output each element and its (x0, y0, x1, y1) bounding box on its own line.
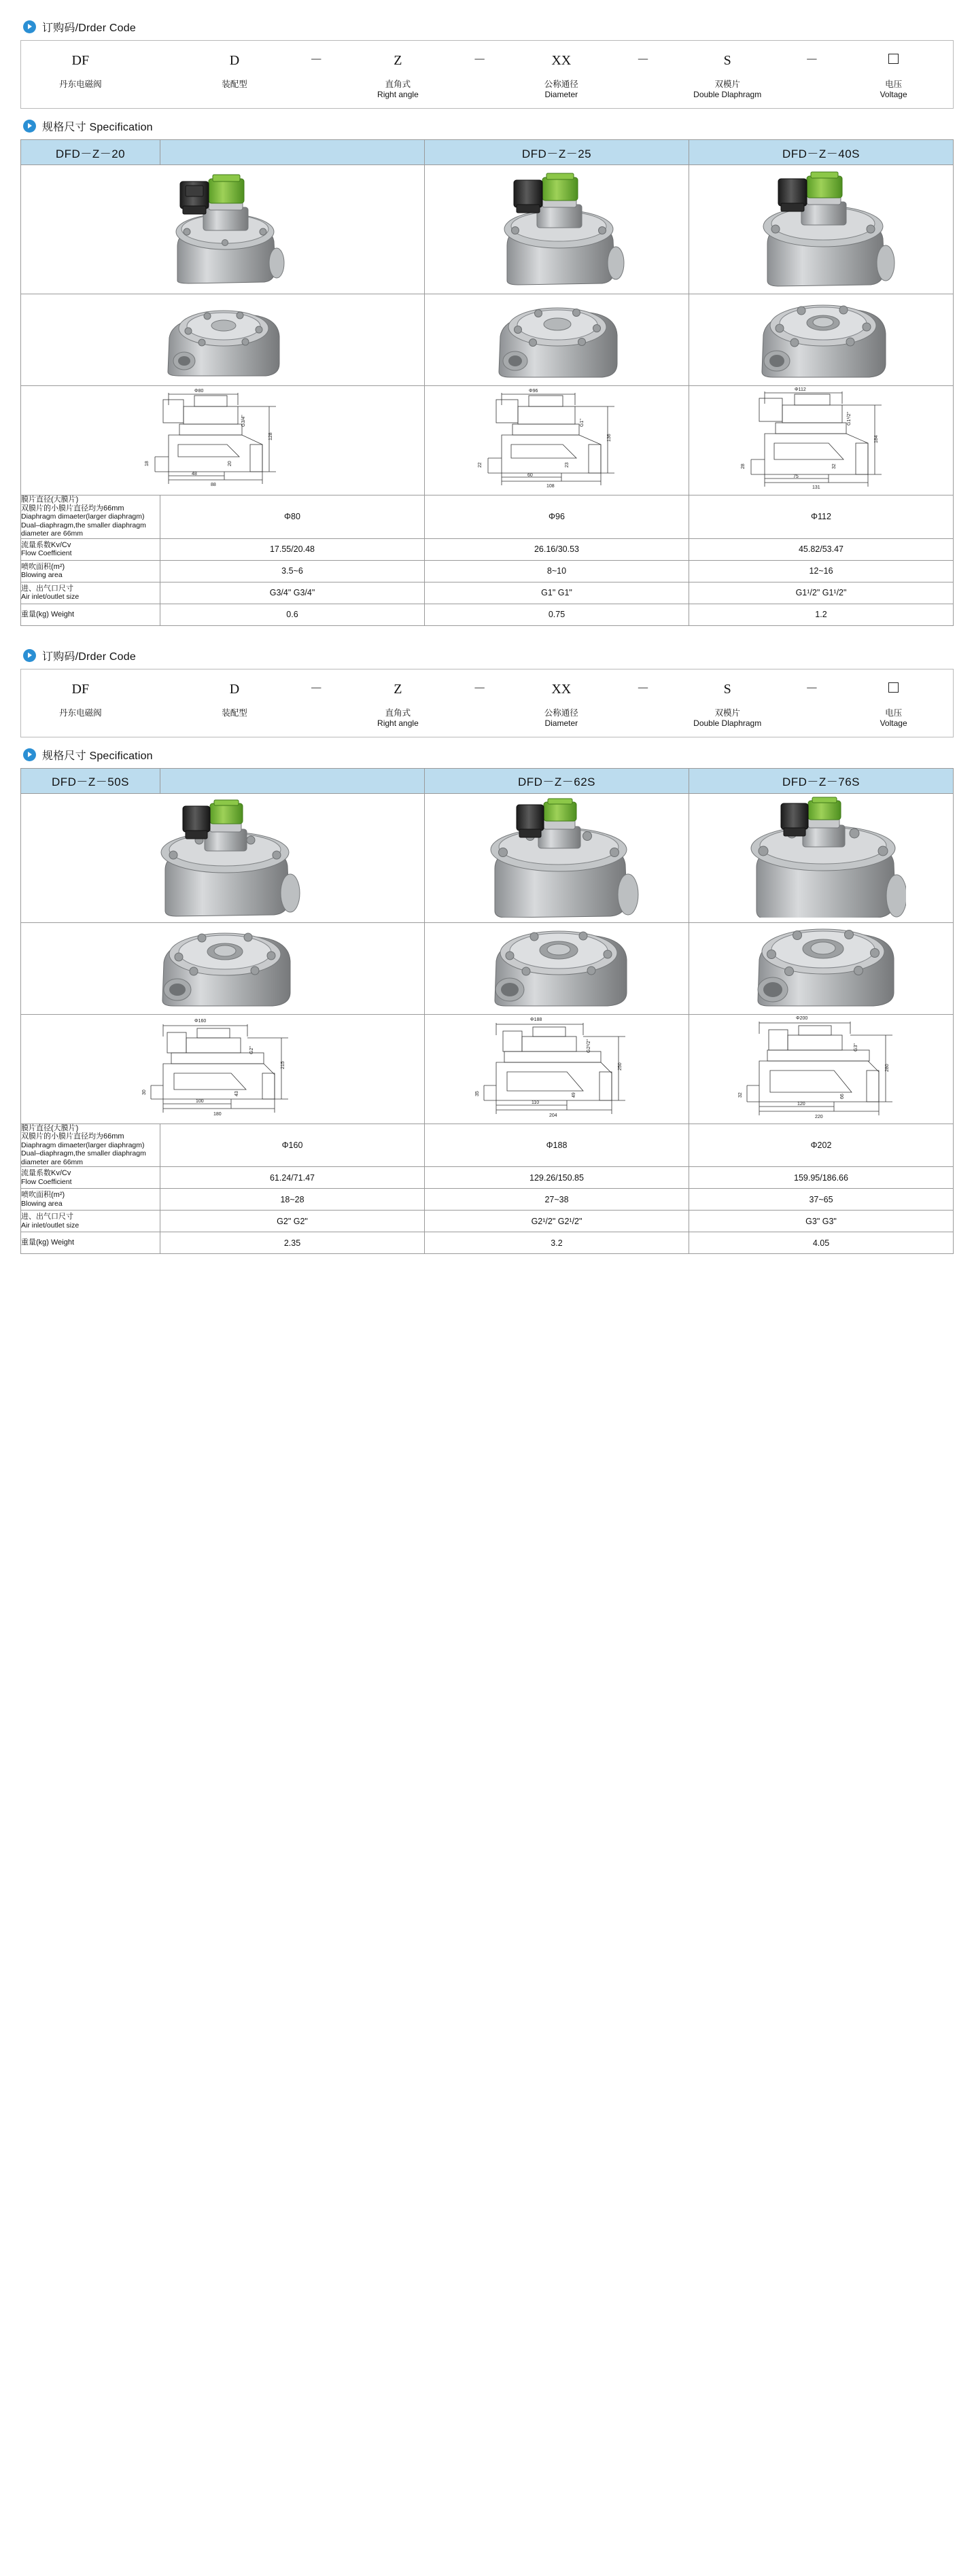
dim-mid-label: 66 (839, 1093, 845, 1099)
order-code-text: S (723, 681, 731, 697)
order-code-text: Z (394, 681, 402, 697)
row-label-flow (21, 1167, 160, 1189)
dim-thread-label: G1" (579, 419, 585, 427)
cell-value: 2.35 (160, 1232, 425, 1254)
label-line-cn-1: 重量(kg) Weight (21, 1238, 75, 1247)
dim-bottom-label-1: 88 (211, 483, 216, 487)
dim-bottom-label-0: 100 (196, 1098, 204, 1104)
dim-right-label: 136 (606, 434, 612, 442)
order-code-text: Z (394, 53, 402, 68)
table-row-weight (21, 1232, 954, 1254)
order-code-heading-1 (23, 19, 954, 35)
dim-top-label: Φ80 (194, 389, 204, 394)
order-label-en: Double Dlaphragm (693, 718, 762, 728)
cell-value: 45.82/53.47 (689, 538, 954, 560)
dim-right-label: 280 (884, 1063, 890, 1072)
valve-top-view-illustration (479, 924, 635, 1009)
cell-value: 18~28 (160, 1189, 425, 1211)
valve-photo-top-0 (21, 922, 425, 1014)
order-separator (154, 679, 160, 699)
row-label-weight (21, 1232, 160, 1254)
order-label-en: Right angle (377, 90, 419, 99)
valve-photo-top-1 (425, 922, 689, 1014)
label-line-en-1: Diaphragm dimaeter(larger diaphragm) (21, 1141, 145, 1149)
dim-left-label: 28 (740, 464, 746, 469)
dimension-drawing-2 (689, 1014, 954, 1124)
order-label-en: Voltage (880, 718, 907, 728)
order-code-box-2 (20, 669, 954, 737)
order-code-box-1 (20, 40, 954, 109)
cell-value: 27~38 (425, 1189, 689, 1211)
table-row-blowing (21, 560, 954, 582)
valve-photo-front-2 (689, 165, 954, 294)
dimension-drawing-2 (689, 386, 954, 495)
dim-mid-label: 23 (564, 462, 570, 468)
order-code-text: DF (71, 53, 90, 68)
dim-bottom-label-1: 131 (812, 485, 820, 490)
cell-value: 37~65 (689, 1189, 954, 1211)
valve-photo-front-0 (21, 165, 425, 294)
order-separator (154, 50, 160, 71)
solenoid-valve-illustration (472, 795, 642, 918)
label-line-cn-1: 进、出气口尺寸 (21, 584, 73, 593)
specification-heading-1 (23, 118, 954, 134)
order-label-cn: 双模片 (714, 80, 740, 89)
order-label-cn: 装配型 (222, 708, 247, 718)
model-header-0b (160, 140, 425, 165)
model-header-0b (160, 768, 425, 793)
row-label-weight (21, 604, 160, 625)
order-item-xx (530, 50, 593, 100)
table-header-row (21, 768, 954, 793)
dim-bottom-label-0: 48 (192, 472, 197, 476)
table-row-diaphragm (21, 495, 954, 539)
label-line-en-1: Air inlet/outlet size (21, 1221, 80, 1230)
dim-thread-label: G1¹/2" (846, 412, 852, 425)
cell-value: G2¹/2" G2¹/2" (425, 1211, 689, 1232)
dimension-drawing-0 (21, 386, 425, 495)
order-item-voltage (863, 679, 925, 729)
label-line-cn-1: 进、出气口尺寸 (21, 1213, 73, 1221)
row-label-diaphragm (21, 495, 160, 539)
play-triangle-icon (23, 748, 36, 761)
order-label-en: Diameter (544, 718, 578, 728)
valve-photo-top-2 (689, 294, 954, 386)
label-line-en-1: Diaphragm dimaeter(larger diaphragm) (21, 512, 145, 521)
cell-value: 0.75 (425, 604, 689, 625)
dim-bottom-label-0: 120 (797, 1101, 805, 1107)
order-code-text: XX (551, 53, 572, 68)
label-line-en-1: Air inlet/outlet size (21, 593, 80, 601)
model-header-0: DFD－Z－20 (21, 140, 160, 165)
order-label-en: Diameter (544, 90, 578, 99)
order-separator: － (473, 53, 487, 67)
solenoid-valve-illustration (736, 795, 906, 918)
order-label-cn: 公称通径 (544, 80, 578, 89)
photo-row-top (21, 922, 954, 1014)
solenoid-valve-illustration (472, 167, 642, 289)
empty-square-icon (888, 54, 899, 64)
table-row-flow (21, 538, 954, 560)
cell-value: G1¹/2" G1¹/2" (689, 582, 954, 604)
valve-top-view-illustration (145, 296, 301, 381)
order-code-text (863, 50, 925, 71)
solenoid-valve-illustration (736, 167, 906, 289)
label-line-cn-1: 膜片直径(大膜片) (21, 1124, 79, 1132)
table-row-portsize (21, 582, 954, 604)
order-separator: － (805, 681, 818, 696)
order-item-z (366, 50, 429, 100)
cell-value: 1.2 (689, 604, 954, 625)
order-item-d (203, 50, 266, 90)
order-item-voltage (863, 50, 925, 100)
photo-row-front (21, 793, 954, 922)
dim-top-label: Φ200 (795, 1015, 807, 1021)
label-line-cn-1: 喷吹面积(m²) (21, 562, 65, 571)
cell-value: 159.95/186.66 (689, 1167, 954, 1189)
order-label-cn: 直角式 (385, 80, 411, 89)
dim-left-label: 30 (142, 1089, 147, 1095)
cell-value: 61.24/71.47 (160, 1167, 425, 1189)
label-line-en-1: Flow Coefficient (21, 549, 72, 557)
model-header-2: DFD－Z－76S (689, 768, 954, 793)
catalog-page (0, 0, 974, 1266)
cell-value: Φ96 (425, 495, 689, 539)
order-code-text: XX (551, 681, 572, 697)
order-item-d (203, 679, 266, 718)
table-row-flow (21, 1167, 954, 1189)
label-line-en-3: diameter are 66mm (21, 1158, 84, 1166)
order-item-xx (530, 679, 593, 729)
order-item-df (49, 679, 111, 718)
order-code-text: D (229, 53, 240, 68)
cell-value: 8~10 (425, 560, 689, 582)
dimension-drawing-1 (425, 386, 689, 495)
section-divider-space (20, 631, 954, 641)
valve-photo-front-2 (689, 793, 954, 922)
dimension-drawing-svg (735, 386, 908, 491)
specification-title: 规格尺寸 Specification (42, 122, 153, 133)
model-header-2: DFD－Z－40S (689, 140, 954, 165)
dim-right-label: 215 (281, 1060, 285, 1069)
valve-photo-top-0 (21, 294, 425, 386)
dim-right-label: 250 (617, 1062, 623, 1071)
cell-value: Φ188 (425, 1124, 689, 1167)
row-label-blowing (21, 560, 160, 582)
order-item-z (366, 679, 429, 729)
label-line-cn-2: 双膜片的小膜片直径均为66mm (21, 1132, 124, 1141)
dim-thread-label: G2" (249, 1045, 254, 1054)
order-separator: － (636, 681, 650, 696)
valve-top-view-illustration (743, 296, 899, 381)
dim-bottom-label-0: 60 (527, 473, 533, 478)
row-label-portsize (21, 1211, 160, 1232)
play-triangle-icon (23, 20, 36, 33)
label-line-en-1: Flow Coefficient (21, 1177, 72, 1186)
order-separator: － (309, 53, 323, 67)
cell-value: G3/4" G3/4" (160, 582, 425, 604)
label-line-en-2: Dual–diaphragm,the smaller diaphragm (21, 521, 146, 529)
table-row-blowing (21, 1189, 954, 1211)
order-label-cn: 电压 (885, 708, 903, 718)
label-line-en-2: Dual–diaphragm,the smaller diaphragm (21, 1149, 146, 1158)
dim-top-label: Φ188 (529, 1017, 542, 1022)
valve-top-view-illustration (743, 924, 899, 1009)
label-line-cn-1: 流量系数Kv/Cv (21, 1169, 71, 1177)
model-header-0: DFD－Z－50S (21, 768, 160, 793)
order-label-cn: 直角式 (385, 708, 411, 718)
label-line-en-1: Blowing area (21, 1199, 63, 1208)
dim-bottom-label-0: 75 (793, 474, 799, 479)
label-line-cn-2: 双膜片的小膜片直径均为66mm (21, 504, 124, 512)
order-label-cn: 电压 (885, 80, 903, 89)
row-label-portsize (21, 582, 160, 604)
photo-row-front (21, 165, 954, 294)
order-code-text (863, 679, 925, 699)
dim-right-label: 128 (268, 432, 273, 440)
order-code-title: 订购码/Drder Code (42, 650, 136, 663)
dim-left-label: 35 (474, 1090, 480, 1096)
order-label-cn: 双模片 (714, 708, 740, 718)
dim-mid-label: 32 (831, 464, 837, 469)
cell-value: 26.16/30.53 (425, 538, 689, 560)
dim-mid-label: 43 (234, 1090, 239, 1096)
dim-top-label: Φ112 (794, 387, 806, 392)
order-code-title: 订购码/Drder Code (42, 22, 136, 34)
dim-bottom-label-1: 220 (814, 1114, 823, 1119)
dimension-drawing-svg (136, 1015, 309, 1120)
dim-bottom-label-1: 180 (213, 1111, 222, 1117)
cell-value: 0.6 (160, 604, 425, 625)
order-label-en: Voltage (880, 90, 907, 99)
order-code-text: S (723, 53, 731, 68)
section-2 (20, 648, 954, 1255)
cell-value: G2" G2" (160, 1211, 425, 1232)
cell-value: Φ202 (689, 1124, 954, 1167)
dim-bottom-label-0: 110 (531, 1100, 539, 1105)
label-line-cn-1: 重量(kg) Weight (21, 610, 75, 619)
order-separator: － (805, 53, 818, 67)
order-item-s (693, 679, 761, 729)
valve-top-view-illustration (145, 924, 301, 1009)
order-code-heading-2 (23, 648, 954, 663)
model-header-1: DFD－Z－62S (425, 768, 689, 793)
dimension-drawing-svg (136, 386, 309, 491)
cell-value: 3.5~6 (160, 560, 425, 582)
order-label-cn: 丹东电磁阀 (59, 80, 102, 89)
order-separator: － (473, 681, 487, 696)
specification-heading-2 (23, 747, 954, 763)
dim-top-label: Φ160 (194, 1018, 207, 1024)
cell-value: G1" G1" (425, 582, 689, 604)
dimension-drawing-0 (21, 1014, 425, 1124)
dim-bottom-label-1: 204 (549, 1113, 557, 1118)
cell-value: 4.05 (689, 1232, 954, 1254)
play-triangle-icon (23, 120, 36, 133)
table-row-diaphragm (21, 1124, 954, 1167)
play-triangle-icon (23, 649, 36, 662)
table-row-weight (21, 604, 954, 625)
label-line-cn-1: 膜片直径(大膜片) (21, 495, 79, 504)
empty-square-icon (888, 682, 899, 693)
cell-value: 17.55/20.48 (160, 538, 425, 560)
valve-photo-top-2 (689, 922, 954, 1014)
label-line-cn-1: 喷吹面积(m²) (21, 1191, 65, 1199)
drawing-row (21, 386, 954, 495)
order-label-en: Double Dlaphragm (693, 90, 762, 99)
photo-row-top (21, 294, 954, 386)
solenoid-valve-illustration (138, 795, 308, 918)
order-code-text: DF (71, 681, 90, 697)
specification-title: 规格尺寸 Specification (42, 750, 153, 762)
order-code-text: D (229, 681, 240, 697)
order-separator: － (309, 681, 323, 696)
dimension-drawing-1 (425, 1014, 689, 1124)
valve-photo-top-1 (425, 294, 689, 386)
drawing-row (21, 1014, 954, 1124)
cell-value: Φ112 (689, 495, 954, 539)
label-line-cn-1: 流量系数Kv/Cv (21, 540, 71, 549)
dimension-drawing-svg (735, 1015, 908, 1120)
cell-value: Φ80 (160, 495, 425, 539)
dim-thread-label: G3" (853, 1043, 858, 1051)
order-label-cn: 丹东电磁阀 (59, 708, 102, 718)
row-label-blowing (21, 1189, 160, 1211)
model-header-1: DFD－Z－25 (425, 140, 689, 165)
dim-mid-label: 20 (228, 461, 232, 466)
label-line-en-1: Blowing area (21, 571, 63, 579)
dimension-drawing-svg (470, 386, 644, 491)
valve-photo-front-1 (425, 165, 689, 294)
dim-left-label: 22 (477, 462, 483, 468)
valve-top-view-illustration (479, 296, 635, 381)
order-item-df (49, 50, 111, 90)
specification-table-2 (20, 768, 954, 1255)
cell-value: G3" G3" (689, 1211, 954, 1232)
table-header-row (21, 140, 954, 165)
cell-value: Φ160 (160, 1124, 425, 1167)
dim-right-label: 184 (873, 435, 879, 443)
table-row-portsize (21, 1211, 954, 1232)
cell-value: 3.2 (425, 1232, 689, 1254)
section-1 (20, 19, 954, 626)
dim-bottom-label-1: 108 (546, 484, 555, 489)
row-label-diaphragm (21, 1124, 160, 1167)
dim-top-label: Φ96 (528, 389, 538, 394)
dim-thread-label: G3/4" (241, 415, 246, 427)
valve-photo-front-1 (425, 793, 689, 922)
dim-left-label: 18 (145, 461, 150, 466)
specification-table-1 (20, 139, 954, 626)
order-label-en: Right angle (377, 718, 419, 728)
order-label-cn: 公称通径 (544, 708, 578, 718)
dimension-drawing-svg (470, 1015, 644, 1120)
cell-value: 129.26/150.85 (425, 1167, 689, 1189)
order-item-s (693, 50, 761, 100)
row-label-flow (21, 538, 160, 560)
dim-left-label: 32 (737, 1092, 743, 1098)
label-line-en-3: diameter are 66mm (21, 529, 84, 538)
order-separator: － (636, 53, 650, 67)
cell-value: 12~16 (689, 560, 954, 582)
dim-thread-label: G2¹/2" (586, 1039, 591, 1053)
solenoid-valve-illustration (138, 167, 308, 289)
order-label-cn: 装配型 (222, 80, 247, 89)
dim-mid-label: 49 (571, 1092, 576, 1098)
valve-photo-front-0 (21, 793, 425, 922)
